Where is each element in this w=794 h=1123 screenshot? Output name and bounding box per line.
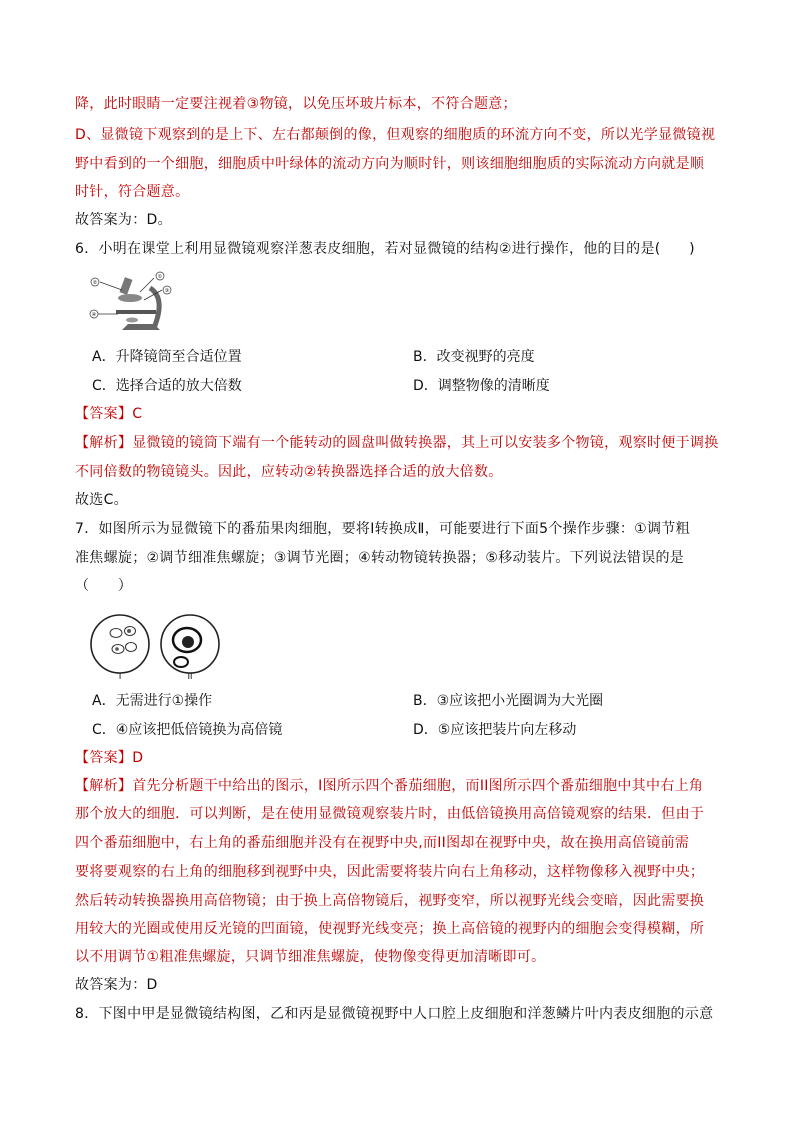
figure-label: II bbox=[187, 672, 193, 680]
question-8: 8．下图中甲是显微镜结构图，乙和丙是显微镜视野中人口腔上皮细胞和洋葱鳞片叶内表皮细胞的示意 bbox=[75, 1006, 714, 1022]
explanation-line: 野中看到的一个细胞，细胞质中叶绿体的流动方向为顺时针，则该细胞细胞质的实际流动方向就是顺 bbox=[75, 156, 705, 172]
figure-label: ② bbox=[92, 280, 98, 286]
answer-conclusion: 故答案为：D。 bbox=[75, 212, 172, 228]
answer-conclusion: 故答案为：D bbox=[75, 977, 158, 993]
question-6: 6．小明在课堂上利用显微镜观察洋葱表皮细胞，若对显微镜的结构②进行操作，他的目的是( ) bbox=[75, 241, 695, 257]
explanation-line: 时针，符合题意。 bbox=[75, 184, 190, 200]
explanation-line: D、显微镜下观察到的是上下、左右都颠倒的像，但观察的细胞质的环流方向不变，所以光学显微镜视 bbox=[75, 127, 716, 143]
explanation-line: 【解析】显微镜的镜筒下端有一个能转动的圆盘叫做转换器，其上可以安装多个物镜，观察时便于调换 bbox=[75, 435, 719, 451]
answer-label: 【答案】C bbox=[75, 406, 143, 422]
explanation-line: 然后转动转换器换用高倍物镜；由于换上高倍物镜后，视野变窄，所以视野光线会变暗，因此需要换 bbox=[75, 893, 705, 909]
cell-fields-figure bbox=[88, 612, 223, 680]
option-d: D．调整物像的清晰度 bbox=[413, 378, 550, 394]
explanation-line: 四个番茄细胞中，右上角的番茄细胞并没有在视野中央,而II图却在视野中央，故在换用高倍镜前需 bbox=[75, 835, 690, 851]
explanation-line: 那个放大的细胞．可以判断，是在使用显微镜观察装片时，由低倍镜换用高倍镜观察的结果．但由于 bbox=[75, 806, 705, 822]
explanation-line: 【解析】首先分析题干中给出的图示，I图所示四个番茄细胞，而II图所示四个番茄细胞中其中右上角 bbox=[75, 778, 704, 794]
option-a: A．升降镜筒至合适位置 bbox=[92, 349, 242, 365]
figure-label: I bbox=[118, 672, 122, 680]
question-7: 准焦螺旋；②调节细准焦螺旋；③调节光圈；④转动物镜转换器；⑤移动装片。下列说法错误的是 bbox=[75, 550, 685, 566]
option-c: C．④应该把低倍镜换为高倍镜 bbox=[92, 722, 283, 738]
figure-label: ③ bbox=[164, 288, 170, 294]
explanation-line: 以不用调节①粗准焦螺旋，只调节细准焦螺旋，使物像变得更加清晰即可。 bbox=[75, 949, 546, 965]
answer-label: 【答案】D bbox=[75, 750, 144, 766]
option-d: D．⑤应该把装片向左移动 bbox=[413, 722, 577, 738]
question-7: （ ） bbox=[75, 578, 133, 594]
option-a: A．无需进行①操作 bbox=[92, 693, 213, 709]
option-b: B．③应该把小光圈调为大光圈 bbox=[413, 693, 604, 709]
figure-label: ④ bbox=[91, 312, 97, 318]
answer-conclusion: 故选C。 bbox=[75, 492, 128, 508]
explanation-line: 要将要观察的右上角的细胞移到视野中央，因此需要将装片向右上角移动，这样物像移入视野中央； bbox=[75, 864, 705, 880]
option-c: C．选择合适的放大倍数 bbox=[92, 378, 242, 394]
explanation-line: 不同倍数的物镜镜头。因此，应转动②转换器选择合适的放大倍数。 bbox=[75, 464, 503, 480]
explanation-line: 降，此时眼睛一定要注视着③物镜，以免压坏玻片标本，不符合题意； bbox=[75, 96, 517, 112]
question-7: 7．如图所示为显微镜下的番茄果肉细胞，要将Ⅰ转换成Ⅱ，可能要进行下面5个操作步骤：①调节粗 bbox=[75, 521, 690, 537]
microscope-figure bbox=[88, 270, 188, 340]
option-b: B．改变视野的亮度 bbox=[413, 349, 535, 365]
figure-label: ① bbox=[157, 274, 163, 280]
explanation-line: 用较大的光圈或使用反光镜的凹面镜，使视野光线变亮；换上高倍镜的视野内的细胞会变得模糊，所 bbox=[75, 921, 705, 937]
